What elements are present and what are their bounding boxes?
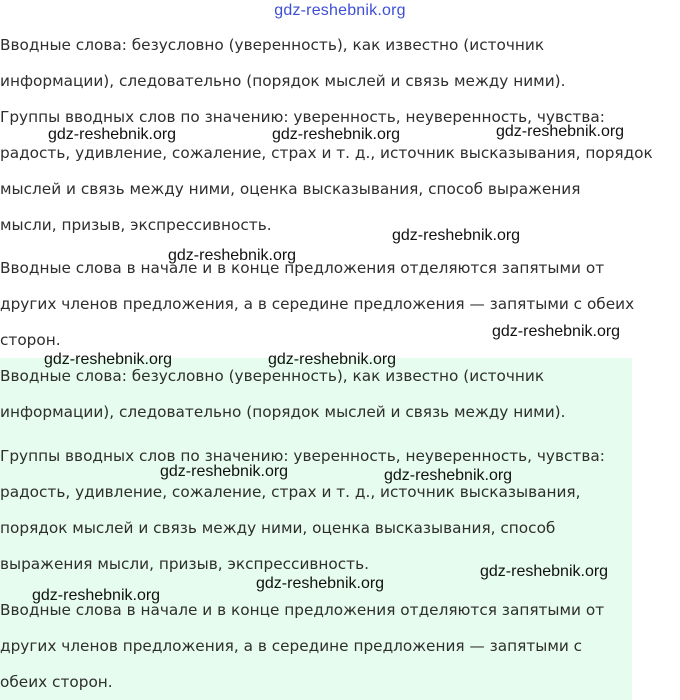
answer-line: выражения мысли, призыв, экспрессивность. — [0, 555, 369, 573]
watermark: gdz-reshebnik.org — [492, 323, 621, 340]
answer-line: Вводные слова в начале и в конце предложения отделяются запятыми от — [0, 259, 605, 277]
answer-line: мыслей и связь между ними, оценка высказывания, способ выражения — [0, 180, 581, 198]
answer-line: Вводные слова: безусловно (уверенность), как известно (источник — [0, 367, 545, 385]
answer-line: радость, удивление, сожаление, страх и т. д., источник высказывания, порядок — [0, 144, 653, 162]
answer-plain-groups — [0, 99, 653, 243]
watermark: gdz-reshebnik.org — [392, 227, 521, 244]
answer-line: обеих сторон. — [0, 673, 113, 691]
watermark: gdz-reshebnik.org — [496, 123, 625, 140]
watermark: gdz-reshebnik.org — [384, 467, 513, 484]
answer-line: информации), следовательно (порядок мыслей и связь между ними). — [0, 72, 566, 90]
answer-line: информации), следовательно (порядок мыслей и связь между ними). — [0, 403, 566, 421]
watermark: gdz-reshebnik.org — [272, 126, 401, 143]
watermark: gdz-reshebnik.org — [32, 587, 161, 604]
answer-line: мысли, призыв, экспрессивность. — [0, 216, 272, 234]
answer-highlighted-groups — [0, 438, 605, 582]
answer-line: радость, удивление, сожаление, страх и т. д., источник высказывания, — [0, 483, 581, 501]
answer-plain-rule — [0, 250, 634, 358]
site-watermark-header: gdz-reshebnik.org — [274, 2, 406, 19]
watermark: gdz-reshebnik.org — [168, 247, 297, 264]
answer-line: других членов предложения, а в середине предложения — запятыми с обеих — [0, 295, 635, 313]
watermark: gdz-reshebnik.org — [48, 126, 177, 143]
watermark: gdz-reshebnik.org — [480, 563, 609, 580]
watermark: gdz-reshebnik.org — [256, 575, 385, 592]
answer-line: Вводные слова: безусловно (уверенность), как известно (источник — [0, 36, 545, 54]
answer-plain — [0, 27, 565, 99]
answer-line: порядок мыслей и связь между ними, оценка высказывания, способ — [0, 519, 556, 537]
answer-line: Группы вводных слов по значению: уверенность, неуверенность, чувства: — [0, 108, 605, 126]
watermark: gdz-reshebnik.org — [160, 463, 289, 480]
answer-line: Вводные слова в начале и в конце предложения отделяются запятыми от — [0, 601, 605, 619]
answer-line: других членов предложения, а в середине предложения — запятыми с — [0, 637, 583, 655]
watermark: gdz-reshebnik.org — [268, 351, 397, 368]
answer-highlighted-rule — [0, 592, 604, 700]
answer-line: сторон. — [0, 331, 61, 349]
watermark: gdz-reshebnik.org — [44, 351, 173, 368]
answer-line: Группы вводных слов по значению: уверенность, неуверенность, чувства: — [0, 447, 605, 465]
